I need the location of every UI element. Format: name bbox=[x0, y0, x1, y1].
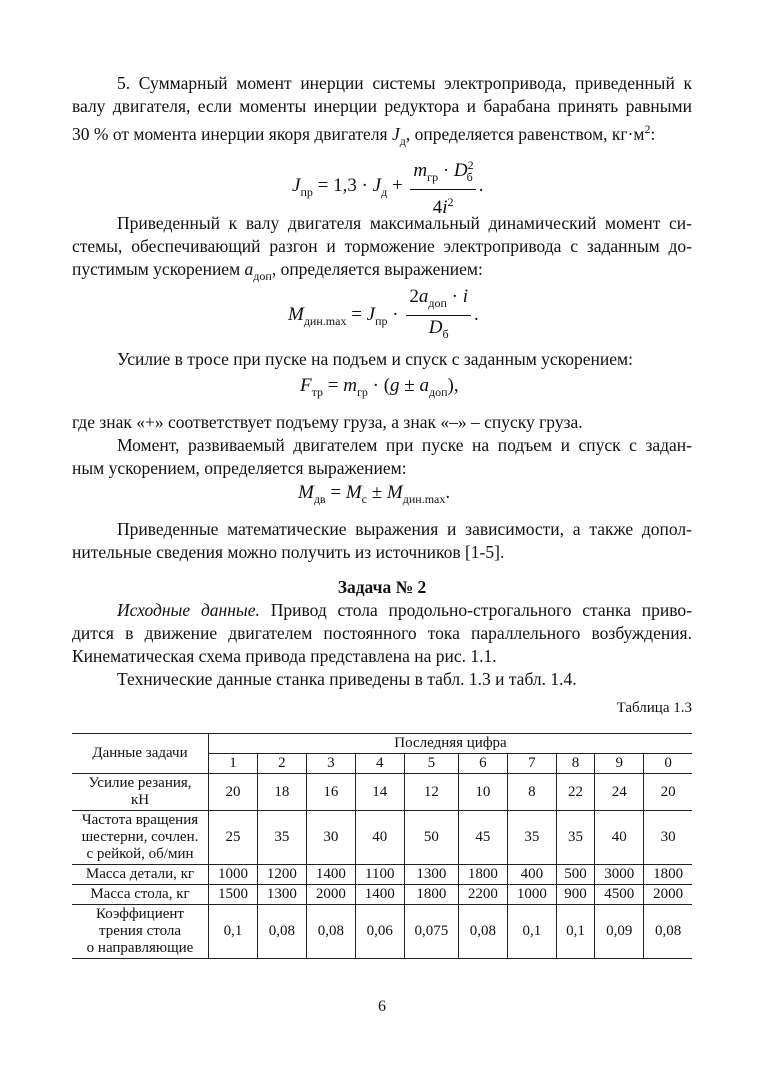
formula-symbol: J bbox=[366, 303, 376, 325]
text-fragment: : bbox=[650, 124, 656, 144]
text-line: дится в движение двигателем постоянного тока параллельного возбуждения. bbox=[72, 623, 692, 643]
row-label-line: шестерни, сочлен. bbox=[81, 829, 199, 845]
table-row bbox=[72, 905, 692, 959]
digit-header: 5 bbox=[404, 754, 458, 774]
row-label bbox=[72, 774, 209, 811]
italic-lead: Исходные данные. bbox=[117, 600, 260, 620]
table-cell: 20 bbox=[209, 774, 258, 811]
table-cell: 400 bbox=[507, 865, 556, 885]
table-cell: 35 bbox=[507, 811, 556, 865]
row-label-line: трения стола bbox=[98, 923, 182, 939]
row-label-line: Усилие резания, bbox=[88, 775, 192, 791]
table-cell: 0,08 bbox=[257, 905, 306, 959]
text-line: стемы, обеспечивающий разгон и торможение электропривода с заданным до- bbox=[72, 236, 692, 256]
table-cell: 0,1 bbox=[556, 905, 594, 959]
subscript: б bbox=[466, 170, 473, 184]
formula-symbol: M bbox=[345, 482, 362, 503]
text-line: нительные сведения можно получить из источников [1-5]. bbox=[72, 542, 505, 562]
subscript: дв bbox=[313, 492, 326, 506]
subscript: б bbox=[442, 327, 449, 341]
formula-number: 1,3 bbox=[333, 174, 357, 196]
table-row bbox=[72, 885, 692, 905]
fraction-numerator: $2a_{доп} \cdot i$ bbox=[406, 286, 471, 316]
formula-dynamic-moment: $M_{дин.max} = J_{пр}$ · $\frac{2a_{доп} \cdot i}{D_б}$ . bbox=[288, 286, 479, 345]
table-cell: 1400 bbox=[355, 885, 404, 905]
text-line: Кинематическая схема привода представлена на рис. 1.1. bbox=[72, 646, 497, 666]
table-cell: 1800 bbox=[404, 885, 458, 905]
table-cell: 0,08 bbox=[644, 905, 692, 959]
table-cell: 8 bbox=[507, 774, 556, 811]
digit-header: 2 bbox=[257, 754, 306, 774]
header-group: Последняя цифра bbox=[209, 734, 693, 754]
formula-symbol: a bbox=[418, 286, 429, 307]
row-label-line: Масса детали, кг bbox=[85, 866, 195, 882]
table-cell: 0,08 bbox=[306, 905, 355, 959]
formula-number: 2 bbox=[409, 286, 419, 307]
table-cell: 0,09 bbox=[595, 905, 644, 959]
text-line: Момент, развиваемый двигателем при пуске на подъем и спуск с задан- bbox=[117, 435, 692, 455]
paragraph-sign-note bbox=[72, 411, 692, 434]
formula-symbol: D bbox=[428, 317, 443, 338]
text-fragment: пустимым ускорением bbox=[72, 259, 241, 279]
subscript: с bbox=[361, 492, 367, 506]
text-line bbox=[72, 118, 692, 153]
formula-symbol: g bbox=[390, 375, 400, 396]
table-row bbox=[72, 774, 692, 811]
table-cell: 900 bbox=[556, 885, 594, 905]
formula-number: 4 bbox=[432, 197, 443, 218]
fraction bbox=[406, 286, 471, 345]
table-cell: 1000 bbox=[507, 885, 556, 905]
row-label bbox=[72, 905, 209, 959]
text-fragment: 30 % от момента инерции якоря двигателя bbox=[72, 124, 388, 144]
table-cell: 40 bbox=[355, 811, 404, 865]
digit-header: 3 bbox=[306, 754, 355, 774]
table-cell: 10 bbox=[458, 774, 507, 811]
fraction bbox=[410, 154, 475, 219]
table-cell: 2000 bbox=[644, 885, 692, 905]
task-heading: Задача № 2 bbox=[337, 577, 427, 597]
text-line: Усилие в тросе при пуске на подъем и спуск с заданным ускорением: bbox=[117, 349, 633, 369]
table-cell: 25 bbox=[209, 811, 258, 865]
header-label: Данные задачи bbox=[72, 734, 209, 774]
row-label-line: Коэффициент bbox=[96, 906, 184, 922]
formula-symbol: F bbox=[300, 375, 312, 396]
superscript: 2 bbox=[467, 158, 474, 172]
row-label-line: о направляющие bbox=[86, 940, 194, 956]
digit-header: 4 bbox=[355, 754, 404, 774]
row-label bbox=[72, 811, 209, 865]
table-cell: 0,08 bbox=[458, 905, 507, 959]
paragraph-rope-force bbox=[72, 348, 692, 371]
digit-header: 0 bbox=[644, 754, 692, 774]
text-line: Технические данные станка приведены в табл. 1.3 и табл. 1.4. bbox=[117, 669, 577, 689]
formula-symbol: a bbox=[419, 375, 429, 396]
subscript: д bbox=[381, 184, 388, 199]
table-cell: 500 bbox=[556, 865, 594, 885]
text-line: ным ускорением, определяется выражением: bbox=[72, 458, 407, 478]
table-cell: 1200 bbox=[257, 865, 306, 885]
formula-rope-force: $F_{тр} = m_{гр} \cdot (g \pm a_{доп})$, bbox=[300, 375, 459, 399]
subscript: д bbox=[399, 134, 406, 148]
subscript: пр bbox=[375, 313, 388, 328]
table-row bbox=[72, 865, 692, 885]
superscript: 2 bbox=[447, 195, 454, 209]
table-cell: 14 bbox=[355, 774, 404, 811]
row-label-line: кН bbox=[130, 792, 150, 808]
table-cell: 40 bbox=[595, 811, 644, 865]
subscript: тр bbox=[311, 385, 323, 399]
text-fragment: , определяется равенством, кг·м bbox=[405, 124, 645, 144]
table-caption: Таблица 1.3 bbox=[616, 700, 692, 716]
table-cell: 16 bbox=[306, 774, 355, 811]
subscript: гр bbox=[356, 385, 368, 399]
formula-symbol: M bbox=[298, 482, 314, 503]
paragraph-task-input bbox=[72, 599, 692, 691]
table-cell: 0,1 bbox=[507, 905, 556, 959]
paragraph-sources bbox=[72, 518, 692, 564]
formula-symbol: M bbox=[386, 482, 403, 503]
subscript: доп bbox=[253, 269, 272, 283]
formula-total-inertia: $J_{пр} = 1,3 \cdot J_д$ + $\frac{m_{гр} \cdot D^2_б}{4i^2}$ . bbox=[292, 154, 484, 219]
formula-symbol: m bbox=[413, 160, 428, 181]
table-cell: 1800 bbox=[458, 865, 507, 885]
subscript: дин.max bbox=[303, 313, 347, 328]
row-label-line: Частота вращения bbox=[81, 812, 199, 828]
table-cell: 0,075 bbox=[404, 905, 458, 959]
formula-symbol: m bbox=[343, 375, 357, 396]
formula-motor-moment: $M_{дв} = M_с \pm M_{дин.max}$. bbox=[298, 482, 451, 506]
table-cell: 12 bbox=[404, 774, 458, 811]
table-cell: 50 bbox=[404, 811, 458, 865]
table-row bbox=[72, 811, 692, 865]
table-cell: 20 bbox=[644, 774, 692, 811]
table-cell: 1100 bbox=[355, 865, 404, 885]
subscript: доп bbox=[428, 296, 447, 310]
text-line bbox=[72, 258, 692, 288]
digit-header: 7 bbox=[507, 754, 556, 774]
fraction-numerator: $m_{гр} \cdot D^2_б$ bbox=[410, 154, 475, 190]
row-label bbox=[72, 865, 209, 885]
row-label-line: Масса стола, кг bbox=[90, 886, 190, 902]
table-cell: 30 bbox=[306, 811, 355, 865]
table-cell: 2000 bbox=[306, 885, 355, 905]
paragraph-dynamic-moment bbox=[72, 212, 692, 288]
variable-a: a bbox=[244, 259, 254, 279]
table-cell: 45 bbox=[458, 811, 507, 865]
variable-j: J bbox=[391, 124, 400, 144]
table-cell: 1400 bbox=[306, 865, 355, 885]
text-fragment: Привод стола продольно-строгального станка приво- bbox=[270, 600, 693, 620]
text-line: 5. Суммарный момент инерции системы электропривода, приведенный к bbox=[117, 73, 692, 93]
row-label-line: с рейкой, об/мин bbox=[86, 846, 194, 862]
text-line: валу двигателя, если моменты инерции редуктора и барабана принять равными bbox=[72, 96, 692, 116]
table-cell: 24 bbox=[595, 774, 644, 811]
table-cell: 1300 bbox=[257, 885, 306, 905]
subscript: доп bbox=[428, 385, 448, 399]
row-label bbox=[72, 885, 209, 905]
table-cell: 30 bbox=[644, 811, 692, 865]
paragraph-motor-moment bbox=[72, 434, 692, 480]
formula-symbol: J bbox=[292, 174, 301, 196]
formula-symbol: i bbox=[462, 286, 468, 307]
formula-symbol: D bbox=[453, 160, 468, 181]
table-cell: 2200 bbox=[458, 885, 507, 905]
digit-header: 6 bbox=[458, 754, 507, 774]
table-cell: 0,06 bbox=[355, 905, 404, 959]
formula-symbol: J bbox=[372, 174, 382, 196]
table-cell: 35 bbox=[556, 811, 594, 865]
digit-header: 9 bbox=[595, 754, 644, 774]
table-cell: 1000 bbox=[209, 865, 258, 885]
table-header-row bbox=[72, 734, 692, 754]
text-line: Приведенный к валу двигателя максимальный динамический момент си- bbox=[117, 213, 692, 233]
text-line: Приведенные математические выражения и зависимости, а также допол- bbox=[117, 519, 692, 539]
subscript: дин.max bbox=[402, 492, 446, 506]
digit-header: 1 bbox=[209, 754, 258, 774]
page-number: 6 bbox=[378, 998, 386, 1015]
subscript: пр bbox=[300, 184, 313, 199]
formula-symbol: M bbox=[288, 303, 304, 325]
table-cell: 0,1 bbox=[209, 905, 258, 959]
data-table bbox=[72, 733, 692, 959]
table-cell: 18 bbox=[257, 774, 306, 811]
table-cell: 35 bbox=[257, 811, 306, 865]
table-cell: 1300 bbox=[404, 865, 458, 885]
fraction-denominator bbox=[406, 316, 471, 345]
table-cell: 3000 bbox=[595, 865, 644, 885]
superscript: 2 bbox=[644, 122, 651, 136]
paragraph-moment-of-inertia bbox=[72, 72, 692, 153]
text-line bbox=[72, 599, 692, 622]
subscript: гр bbox=[427, 170, 439, 184]
table-cell: 4500 bbox=[595, 885, 644, 905]
table-cell: 1800 bbox=[644, 865, 692, 885]
digit-header: 8 bbox=[556, 754, 594, 774]
table-cell: 1500 bbox=[209, 885, 258, 905]
table-cell: 22 bbox=[556, 774, 594, 811]
text-line: где знак «+» соответствует подъему груза, а знак «–» – спуску груза. bbox=[72, 412, 583, 432]
text-fragment: , определяется выражением: bbox=[271, 259, 483, 279]
formula-symbol: i bbox=[442, 197, 448, 218]
